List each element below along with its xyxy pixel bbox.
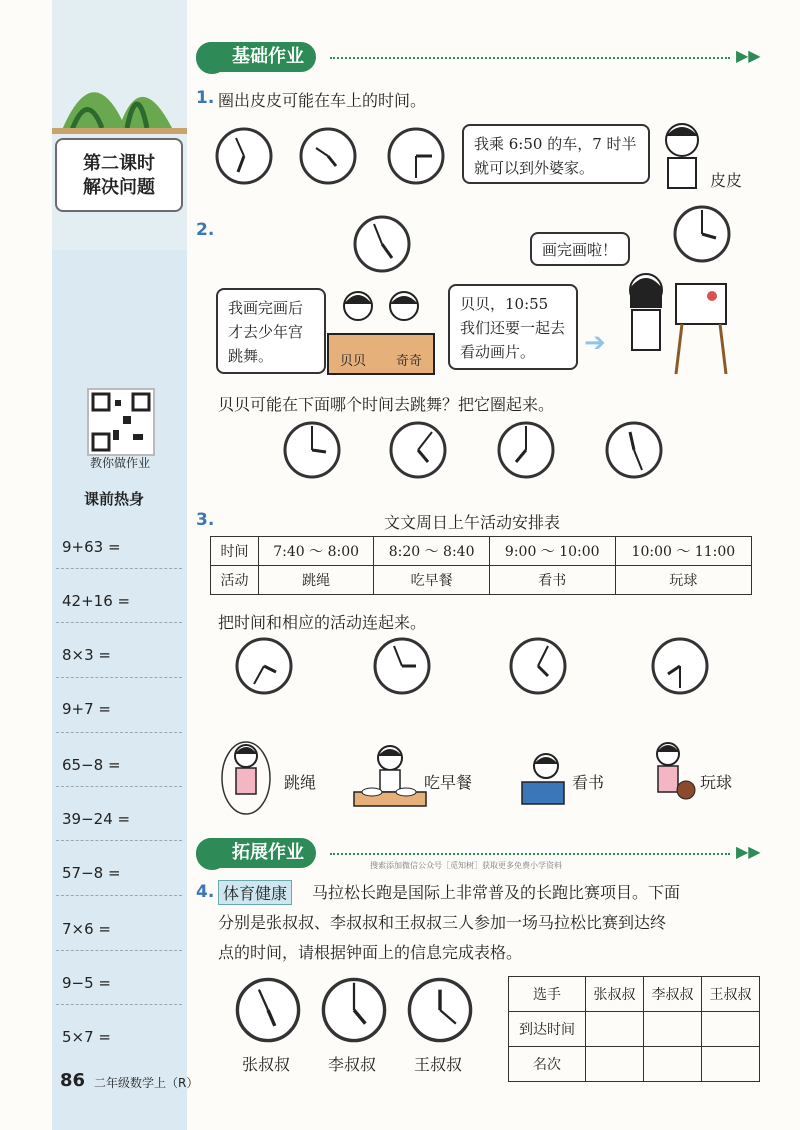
arrow-icon: ▶▶	[736, 46, 761, 65]
clock-label: 李叔叔	[328, 1055, 377, 1074]
exercise-item: 9+63 =	[62, 538, 121, 556]
answer-line	[56, 622, 182, 623]
lesson-title-box	[55, 138, 183, 212]
reading-girl-illustration	[516, 750, 572, 810]
schedule-table	[210, 536, 752, 595]
answer-line	[56, 568, 182, 569]
clock-icon[interactable]	[508, 636, 568, 696]
desk-name: 奇奇	[396, 354, 423, 369]
question-number: 3.	[196, 510, 215, 530]
table-cell: 张叔叔	[586, 977, 644, 1012]
table-row	[211, 566, 752, 595]
section-basic-title: 基础作业	[196, 42, 316, 72]
qr-caption: 教你做作业	[89, 456, 150, 470]
speech-bubble: 画完画啦！	[530, 232, 630, 266]
table-cell: 吃早餐	[374, 566, 489, 595]
speech-bubble: 贝贝，10:55 我们还要一起去看动画片。	[448, 284, 578, 370]
plant-illustration	[52, 0, 187, 140]
breakfast-girl-illustration	[350, 740, 430, 814]
exercise-item: 42+16 =	[62, 592, 131, 610]
table-cell: 玩球	[615, 566, 751, 595]
clock-icon[interactable]	[406, 976, 474, 1044]
question-text-line: 马拉松长跑是国际上非常普及的长跑比赛项目。下面	[312, 883, 681, 902]
answer-cell[interactable]	[586, 1012, 644, 1047]
activity-label: 跳绳	[284, 773, 317, 792]
question-text: 圈出皮皮可能在车上的时间。	[218, 91, 427, 110]
instruction-text: 把时间和相应的活动连起来。	[218, 613, 427, 632]
lesson-title-line1: 第二课时	[83, 153, 155, 174]
subject-tag: 体育健康	[218, 880, 292, 905]
exercise-item: 7×6 =	[62, 920, 111, 938]
question-number: 1.	[196, 88, 215, 108]
table-cell: 李叔叔	[644, 977, 702, 1012]
clock-icon[interactable]	[298, 126, 358, 186]
table-cell: 9:00 ～ 10:00	[489, 537, 615, 566]
speaker-name: 皮皮	[710, 171, 743, 190]
boy-illustration	[656, 118, 708, 192]
exercise-item: 5×7 =	[62, 1028, 111, 1046]
table-title: 文文周日上午活动安排表	[384, 513, 561, 532]
table-row	[211, 537, 752, 566]
answer-cell[interactable]	[702, 1047, 760, 1082]
activity-label: 看书	[572, 773, 605, 792]
clock-icon[interactable]	[352, 214, 412, 274]
table-cell: 10:00 ～ 11:00	[615, 537, 751, 566]
clock-label: 张叔叔	[242, 1055, 291, 1074]
girl-painting-illustration	[618, 268, 736, 378]
clock-icon[interactable]	[214, 126, 274, 186]
activity-label: 吃早餐	[424, 773, 473, 792]
answer-cell[interactable]	[702, 1012, 760, 1047]
answer-cell[interactable]	[644, 1047, 702, 1082]
clock-icon[interactable]	[672, 204, 732, 264]
table-cell: 到达时间	[509, 1012, 586, 1047]
speech-bubble: 我画完画后才去少年宫跳舞。	[216, 288, 326, 374]
speech-bubble: 我乘 6:50 的车，7 时半就可以到外婆家。	[462, 124, 650, 184]
table-row	[509, 1047, 760, 1082]
question-text-line: 点的时间，请根据钟面上的信息完成表格。	[218, 943, 523, 962]
exercise-item: 8×3 =	[62, 646, 111, 664]
exercise-item: 9+7 =	[62, 700, 111, 718]
clock-icon[interactable]	[234, 636, 294, 696]
table-cell: 时间	[211, 537, 259, 566]
table-cell: 7:40 ～ 8:00	[258, 537, 373, 566]
clock-icon[interactable]	[282, 420, 342, 480]
clock-icon[interactable]	[234, 976, 302, 1044]
answer-line	[56, 840, 182, 841]
table-cell: 看书	[489, 566, 615, 595]
clock-icon[interactable]	[650, 636, 710, 696]
ranking-table	[508, 976, 760, 1082]
question-text-line: 分别是张叔叔、李叔叔和王叔叔三人参加一场马拉松比赛到达终	[218, 913, 667, 932]
desk-name: 贝贝	[340, 354, 367, 369]
activity-label: 玩球	[700, 773, 733, 792]
answer-line	[56, 786, 182, 787]
answer-line	[56, 950, 182, 951]
clock-icon[interactable]	[496, 420, 556, 480]
section-divider	[330, 57, 730, 59]
exercise-item: 9−5 =	[62, 974, 111, 992]
answer-line	[56, 895, 182, 896]
jump-rope-girl-illustration	[220, 738, 272, 816]
page-number: 86	[60, 1070, 86, 1091]
right-arrow-icon: ➔	[584, 328, 606, 358]
lesson-title-line2: 解决问题	[83, 177, 155, 198]
answer-line	[56, 732, 182, 733]
book-title: 二年级数学上（R）	[94, 1076, 199, 1090]
clock-icon[interactable]	[372, 636, 432, 696]
table-cell: 跳绳	[258, 566, 373, 595]
table-cell: 名次	[509, 1047, 586, 1082]
answer-cell[interactable]	[586, 1047, 644, 1082]
section-divider	[330, 853, 730, 855]
section-extended-title: 拓展作业	[196, 838, 316, 868]
table-cell: 8:20 ～ 8:40	[374, 537, 489, 566]
question-text: 贝贝可能在下面哪个时间去跳舞？把它圈起来。	[218, 395, 555, 414]
clock-icon[interactable]	[388, 420, 448, 480]
question-number: 2.	[196, 220, 215, 240]
qr-code[interactable]	[87, 388, 155, 456]
clock-icon[interactable]	[320, 976, 388, 1044]
answer-line	[56, 677, 182, 678]
table-cell: 王叔叔	[702, 977, 760, 1012]
exercise-item: 57−8 =	[62, 864, 121, 882]
exercise-item: 39−24 =	[62, 810, 131, 828]
table-cell: 活动	[211, 566, 259, 595]
table-row	[509, 977, 760, 1012]
ball-girl-illustration	[644, 738, 696, 816]
answer-line	[56, 1004, 182, 1005]
warmup-title: 课前热身	[84, 490, 145, 508]
clock-icon[interactable]	[386, 126, 446, 186]
exercise-item: 65−8 =	[62, 756, 121, 774]
arrow-icon: ▶▶	[736, 842, 761, 861]
answer-cell[interactable]	[644, 1012, 702, 1047]
clock-icon[interactable]	[604, 420, 664, 480]
clock-label: 王叔叔	[414, 1055, 463, 1074]
promo-note: 搜索添加微信公众号［觅知树］获取更多免费小学资料	[370, 861, 562, 870]
question-number: 4.	[196, 882, 215, 902]
sidebar-header	[52, 0, 187, 250]
table-cell: 选手	[509, 977, 586, 1012]
table-row	[509, 1012, 760, 1047]
